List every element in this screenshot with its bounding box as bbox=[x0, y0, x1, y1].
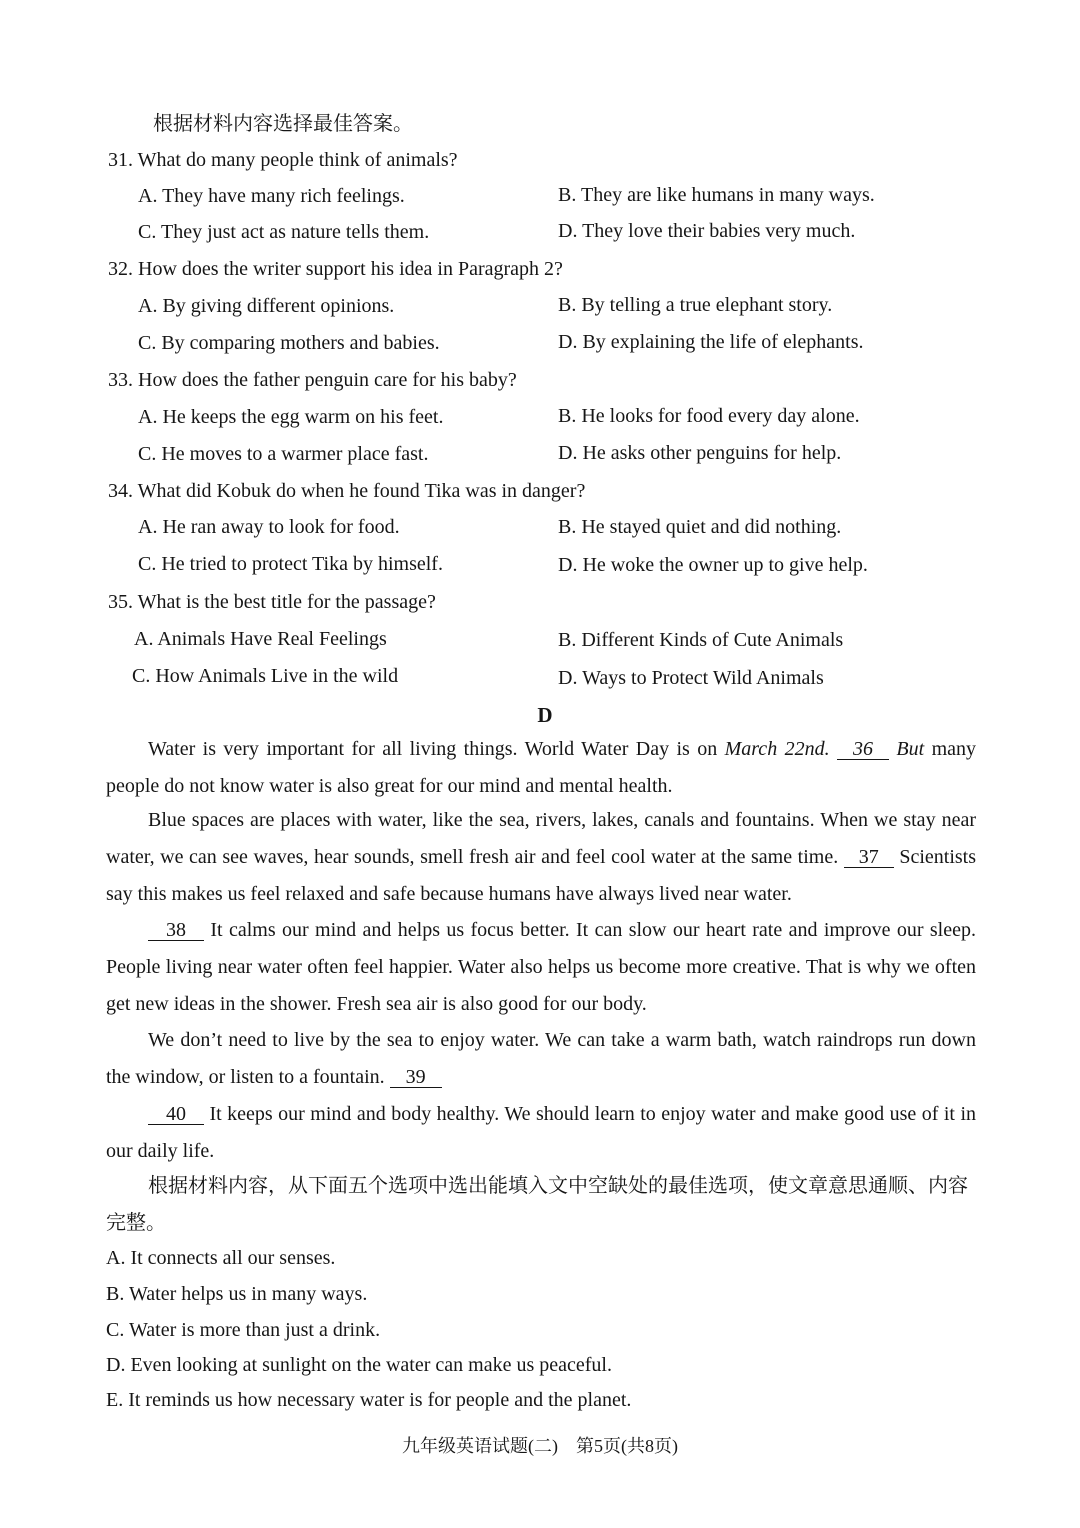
passage-paragraph-3 bbox=[106, 912, 976, 1023]
choice-d: D. Even looking at sunlight on the water can make us peaceful. bbox=[106, 1354, 612, 1376]
question-35-stem: 35. What is the best title for the passage? bbox=[108, 591, 436, 613]
question-31-stem: 31. What do many people think of animals? bbox=[108, 149, 458, 171]
p1-text-a: Water is very important for all living things. World Water Day is on bbox=[148, 738, 725, 760]
section-c-instructions: 根据材料内容选择最佳答案。 bbox=[153, 113, 413, 135]
q32-option-c: C. By comparing mothers and babies. bbox=[138, 332, 440, 354]
blank-38: 38 bbox=[148, 920, 204, 941]
choice-b: B. Water helps us in many ways. bbox=[106, 1283, 368, 1305]
q33-option-d: D. He asks other penguins for help. bbox=[558, 442, 842, 464]
q35-option-b: B. Different Kinds of Cute Animals bbox=[558, 629, 844, 651]
q31-option-a: A. They have many rich feelings. bbox=[138, 185, 405, 207]
q33-option-a: A. He keeps the egg warm on his feet. bbox=[138, 406, 444, 428]
blank-36: 36 bbox=[837, 739, 889, 760]
q33-option-b: B. He looks for food every day alone. bbox=[558, 405, 860, 427]
section-d-instructions: 根据材料内容，从下面五个选项中选出能填入文中空缺处的最佳选项，使文章意思通顺、内容完整。 bbox=[106, 1175, 968, 1234]
passage-paragraph-1 bbox=[106, 731, 976, 805]
q35-option-a: A. Animals Have Real Feelings bbox=[134, 628, 387, 650]
q34-option-c: C. He tried to protect Tika by himself. bbox=[138, 553, 443, 575]
question-33-stem: 33. How does the father penguin care for his baby? bbox=[108, 369, 517, 391]
q35-option-d: D. Ways to Protect Wild Animals bbox=[558, 667, 824, 689]
blank-37: 37 bbox=[844, 847, 894, 868]
p2-text-b: Scientists say this makes us feel relaxed and safe because humans have always lived near water. bbox=[106, 846, 977, 905]
q32-option-a: A. By giving different opinions. bbox=[138, 295, 395, 317]
page-footer: 九年级英语试题(二) 第5页(共8页) bbox=[402, 1436, 678, 1456]
q35-option-c: C. How Animals Live in the wild bbox=[132, 665, 399, 687]
p1-but: But bbox=[896, 738, 925, 760]
q31-option-c: C. They just act as nature tells them. bbox=[138, 221, 430, 243]
q31-option-d: D. They love their babies very much. bbox=[558, 220, 856, 242]
q34-option-a: A. He ran away to look for food. bbox=[138, 516, 400, 538]
passage-paragraph-5 bbox=[106, 1096, 976, 1170]
q33-option-c: C. He moves to a warmer place fast. bbox=[138, 443, 429, 465]
blank-39: 39 bbox=[390, 1067, 442, 1088]
question-34-stem: 34. What did Kobuk do when he found Tika was in danger? bbox=[108, 480, 586, 502]
section-d-title: D bbox=[537, 703, 553, 727]
p3-text: It calms our mind and helps us focus better. It can slow our heart rate and improve our sleep. People living near water often feel happier. Water also helps us become more creative. That is why we often get new ideas in the shower. Fresh sea air is also good for our body. bbox=[106, 919, 976, 1015]
q32-option-b: B. By telling a true elephant story. bbox=[558, 294, 833, 316]
q32-option-d: D. By explaining the life of elephants. bbox=[558, 331, 864, 353]
passage-paragraph-2 bbox=[106, 802, 976, 913]
p4-text: We don’t need to live by the sea to enjoy water. We can take a warm bath, watch raindrops run down the window, or listen to a fountain. bbox=[106, 1029, 976, 1088]
p1-date: March 22nd. bbox=[724, 738, 830, 760]
choice-c: C. Water is more than just a drink. bbox=[106, 1319, 381, 1341]
q34-option-b: B. He stayed quiet and did nothing. bbox=[558, 516, 842, 538]
passage-paragraph-4 bbox=[106, 1022, 976, 1096]
choice-a: A. It connects all our senses. bbox=[106, 1247, 336, 1269]
p2-text-a: Blue spaces are places with water, like the sea, rivers, lakes, canals and fountains. When we stay near water, we can see waves, hear sounds, smell fresh air and feel cool water at the same time. bbox=[106, 809, 976, 868]
q34-option-d: D. He woke the owner up to give help. bbox=[558, 554, 868, 576]
p5-text: It keeps our mind and body healthy. We should learn to enjoy water and make good use of it in our daily life. bbox=[106, 1103, 976, 1162]
choice-e: E. It reminds us how necessary water is for people and the planet. bbox=[106, 1389, 632, 1411]
blank-40: 40 bbox=[148, 1104, 204, 1125]
question-32-stem: 32. How does the writer support his idea in Paragraph 2? bbox=[108, 258, 563, 280]
p1-text-b: many people do not know water is also great for our mind and mental health. bbox=[106, 738, 977, 797]
q31-option-b: B. They are like humans in many ways. bbox=[558, 184, 875, 206]
